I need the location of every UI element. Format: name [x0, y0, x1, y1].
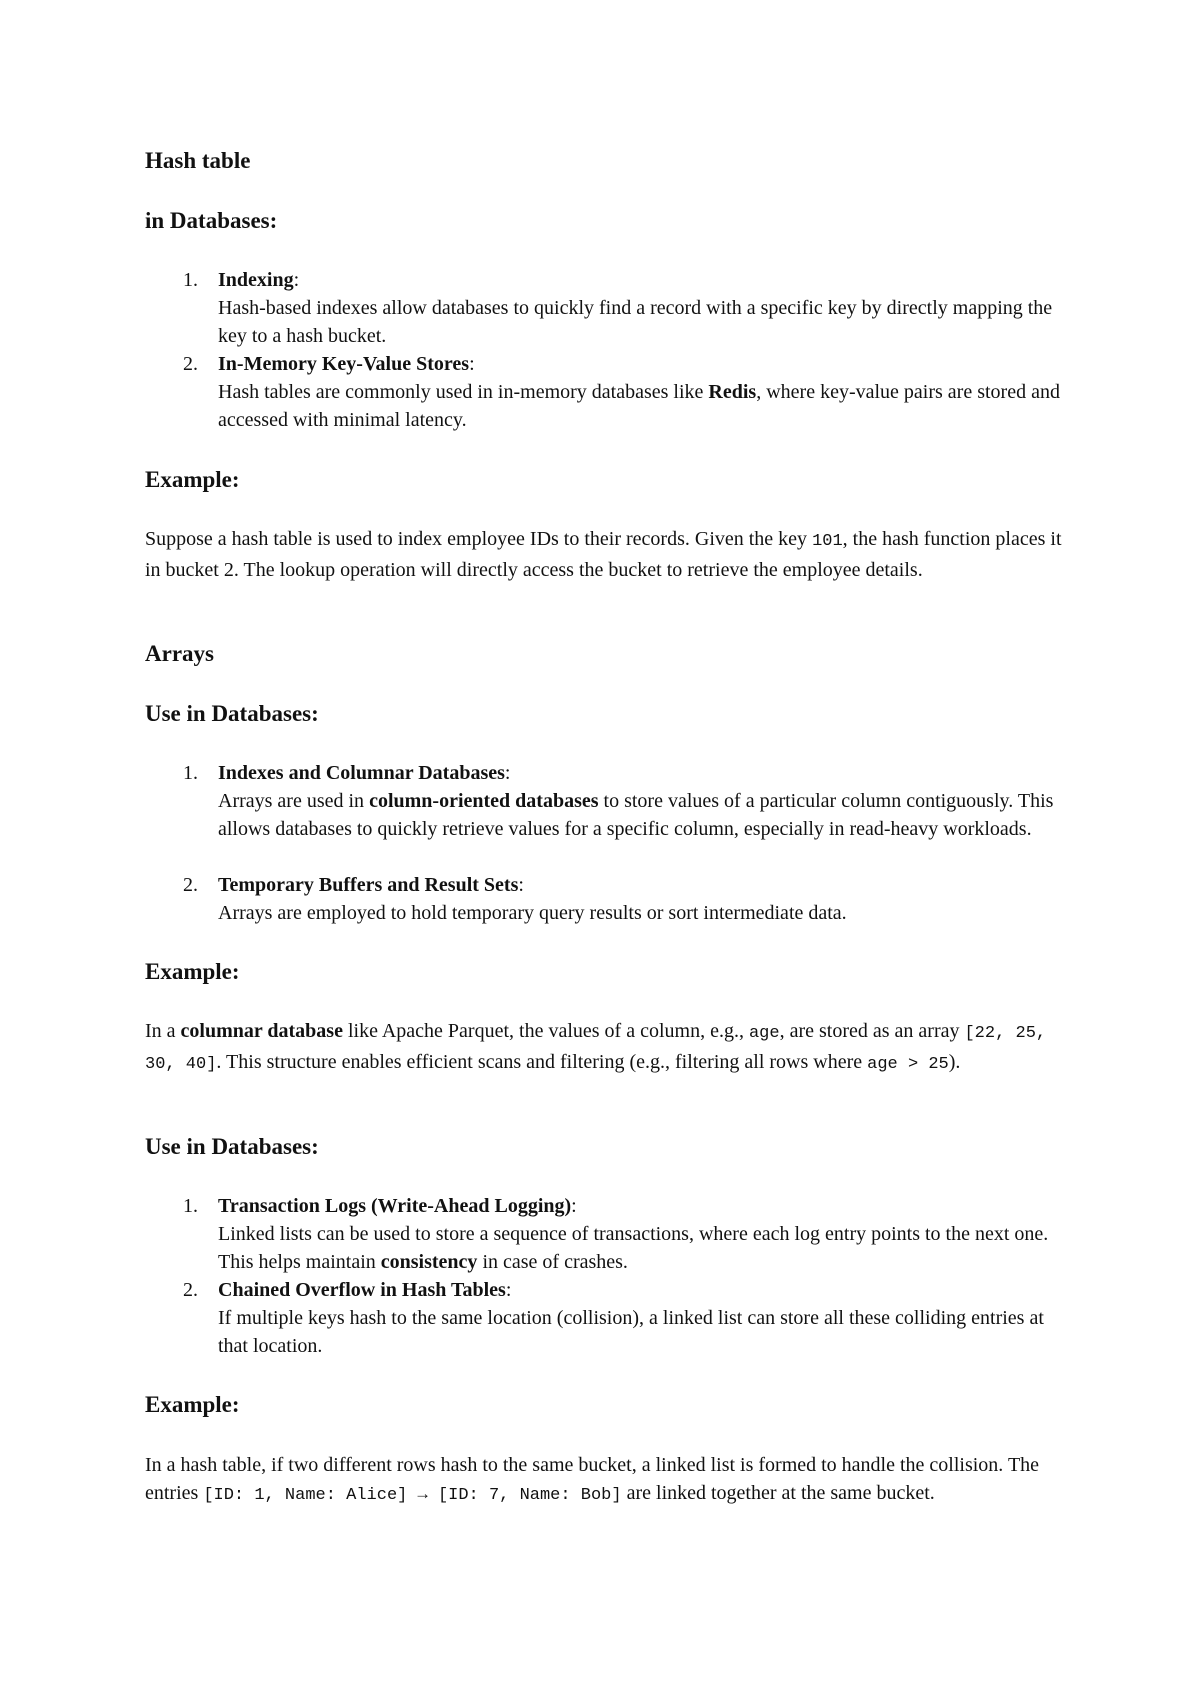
list-number: 2.: [183, 353, 198, 375]
subheading-use-in-databases: Use in Databases:: [145, 701, 319, 726]
item-sep: :: [518, 874, 524, 896]
example-heading: Example:: [145, 467, 240, 492]
item-title: Chained Overflow in Hash Tables: [218, 1279, 506, 1301]
inline-code: 101: [812, 532, 843, 551]
list-item: [145, 759, 1070, 843]
list-number: 1.: [183, 1195, 198, 1217]
example-heading: Example:: [145, 959, 240, 984]
list-item: [145, 871, 1070, 927]
item-sep: :: [293, 269, 300, 291]
item-desc: Hash-based indexes allow databases to quickly find a record with a specific key by directly mapping the key to a hash bucket.: [218, 297, 1053, 347]
item-desc: If multiple keys hash to the same location (collision), a linked list can store all these colliding entries at that location.: [218, 1307, 1044, 1357]
item-sep: :: [571, 1195, 577, 1217]
item-title: Indexes and Columnar Databases: [218, 762, 505, 784]
inline-code: [22, 25, 30, 40]: [145, 1024, 1047, 1074]
item-desc: Arrays are employed to hold temporary query results or sort intermediate data.: [218, 902, 847, 924]
list-number: 1.: [183, 269, 198, 291]
list-number: 2.: [183, 874, 198, 896]
item-desc: Hash tables are commonly used in in-memory databases like Redis, where key-value pairs are stored and accessed with minimal latency.: [218, 381, 1060, 431]
heading-arrays: Arrays: [145, 641, 214, 666]
item-title: In-Memory Key-Value Stores: [218, 353, 470, 375]
item-sep: :: [505, 1279, 512, 1301]
item-title: Transaction Logs (Write-Ahead Logging): [218, 1195, 572, 1217]
list-item: [145, 1192, 1070, 1276]
item-desc: Linked lists can be used to store a sequence of transactions, where each log entry points to the next one. This helps maintain consistency in case of crashes.: [218, 1223, 1049, 1273]
inline-code: [ID: 1, Name: Alice] → [ID: 7, Name: Bob]: [203, 1486, 622, 1505]
item-title: Temporary Buffers and Result Sets: [218, 874, 519, 896]
inline-code: age: [748, 1024, 780, 1043]
inline-code: age > 25: [867, 1055, 949, 1074]
example-paragraph: In a columnar database like Apache Parquet, the values of a column, e.g., age, are stored as an array [22, 25, 30, 40]. This structure enables efficient scans and filtering (e.g., filtering all rows where age > 25).: [145, 1020, 1047, 1074]
item-sep: :: [504, 762, 511, 784]
item-sep: :: [469, 353, 475, 375]
list-number: 2.: [183, 1279, 198, 1301]
subheading-use-in-databases: Use in Databases:: [145, 1134, 319, 1159]
list-item: [145, 266, 1070, 350]
subheading-in-databases: in Databases:: [145, 208, 278, 233]
item-desc: Arrays are used in column-oriented databases to store values of a particular column contiguously. This allows databases to quickly retrieve values for a specific column, especially in read-heavy workloads.: [218, 790, 1054, 840]
item-title: Indexing: [218, 269, 294, 291]
example-heading: Example:: [145, 1392, 240, 1417]
example-paragraph: In a hash table, if two different rows hash to the same bucket, a linked list is formed to handle the collision. The entries [ID: 1, Name: Alice] → [ID: 7, Name: Bob] are linked together at the same bucket.: [145, 1454, 1040, 1505]
list-number: 1.: [183, 762, 198, 784]
list-item: [145, 1276, 1070, 1360]
list-item: [145, 350, 1070, 434]
example-paragraph: Suppose a hash table is used to index employee IDs to their records. Given the key 101, the hash function places it in bucket 2. The lookup operation will directly access the bucket to retrieve the employee details.: [145, 528, 1062, 581]
heading-hash-table: Hash table: [145, 148, 251, 173]
